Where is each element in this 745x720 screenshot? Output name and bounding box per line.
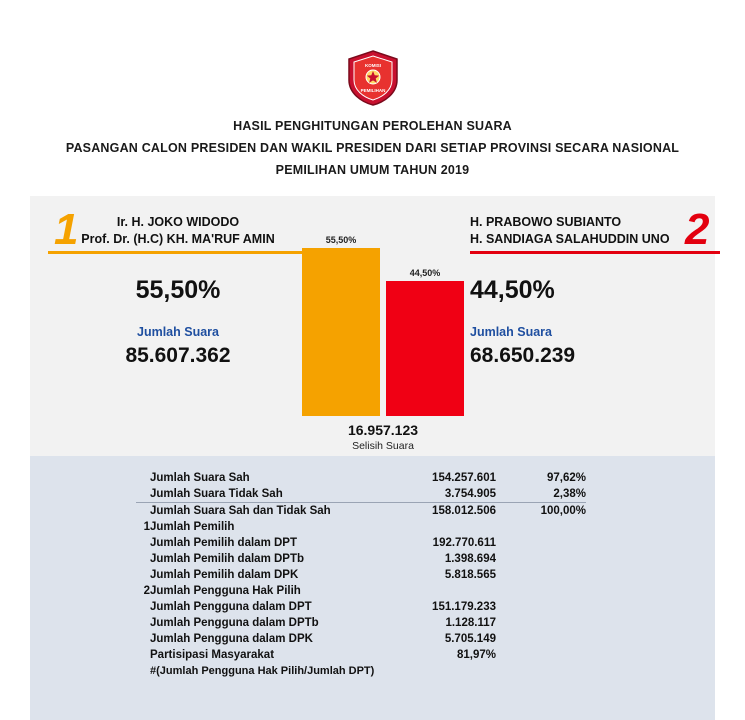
row-index: 2 — [143, 585, 150, 597]
candidate-1-names — [48, 214, 308, 254]
candidate-2-number: 2 — [685, 205, 710, 254]
row-percent — [496, 631, 586, 647]
row-value: 5.818.565 — [444, 569, 496, 581]
row-label: Jumlah Pemilih — [150, 521, 235, 533]
row-percent: 100,00% — [540, 505, 586, 517]
bar-candidate-1 — [302, 248, 380, 416]
row-index — [136, 631, 150, 647]
kpu-logo-icon — [347, 50, 399, 106]
row-index — [136, 647, 150, 663]
page-title — [0, 115, 745, 181]
bar-column-candidate-1 — [302, 235, 380, 416]
row-label: Jumlah Suara Sah — [150, 472, 250, 484]
row-value: 3.754.905 — [400, 486, 496, 503]
table-row — [136, 567, 586, 583]
row-value: 5.705.149 — [444, 633, 496, 645]
row-percent — [496, 535, 586, 551]
vote-difference — [288, 422, 478, 452]
table-note-row — [136, 663, 586, 679]
row-label: Jumlah Pemilih dalam DPTb — [150, 553, 305, 565]
table-row — [136, 470, 586, 486]
row-percent — [496, 567, 586, 583]
row-index: 1 — [143, 521, 150, 533]
row-value — [400, 519, 496, 535]
candidate-1-votes-label: Jumlah Suara — [137, 325, 219, 339]
row-index — [136, 470, 150, 486]
row-percent — [496, 599, 586, 615]
statistics-panel — [30, 456, 715, 720]
candidate-1-number: 1 — [54, 205, 79, 254]
row-value: 1.398.694 — [444, 553, 496, 565]
candidate-2-names — [470, 214, 720, 254]
candidate-2-name-line1: H. PRABOWO SUBIANTO — [470, 215, 622, 229]
bar-column-candidate-2 — [386, 268, 464, 416]
candidate-1-percent: 55,50% — [135, 276, 221, 304]
title-line-2: PASANGAN CALON PRESIDEN DAN WAKIL PRESIDEN DARI SETIAP PROVINSI SECARA NASIONAL — [65, 141, 680, 155]
row-percent — [496, 551, 586, 567]
table-row — [136, 551, 586, 567]
page-header — [0, 0, 745, 192]
row-percent — [496, 615, 586, 631]
title-line-3: PEMILIHAN UMUM TAHUN 2019 — [275, 163, 470, 177]
title-line-1: HASIL PENGHITUNGAN PEROLEHAN SUARA — [233, 119, 512, 133]
table-row — [136, 583, 586, 599]
table-row — [136, 535, 586, 551]
candidate-1-block — [48, 214, 308, 368]
candidate-1-votes: 85.607.362 — [125, 344, 231, 367]
row-label: Jumlah Suara Sah dan Tidak Sah — [150, 505, 331, 517]
table-row — [136, 599, 586, 615]
candidate-1-name-line2: Prof. Dr. (H.C) KH. MA'RUF AMIN — [81, 232, 275, 246]
row-value: 81,97% — [456, 649, 496, 661]
row-value: 192.770.611 — [432, 537, 496, 549]
row-index — [136, 535, 150, 551]
table-row — [136, 486, 586, 503]
candidate-2-votes-label: Jumlah Suara — [470, 325, 552, 339]
candidate-2-percent: 44,50% — [470, 276, 555, 304]
svg-text:KOMISI: KOMISI — [364, 63, 381, 68]
table-row — [136, 503, 586, 520]
row-percent — [496, 647, 586, 663]
row-index — [136, 551, 150, 567]
row-value: 151.179.233 — [432, 601, 496, 613]
candidate-2-votes: 68.650.239 — [470, 344, 576, 367]
bar-label-candidate-2: 44,50% — [409, 268, 441, 278]
vote-difference-value: 16.957.123 — [347, 422, 419, 438]
svg-text:PEMILIHAN: PEMILIHAN — [360, 88, 385, 93]
table-row — [136, 647, 586, 663]
row-index — [136, 599, 150, 615]
row-percent: 97,62% — [546, 472, 586, 484]
bar-candidate-2 — [386, 281, 464, 416]
results-panel — [30, 196, 715, 456]
row-label: Partisipasi Masyarakat — [150, 649, 275, 661]
row-index — [136, 486, 150, 503]
row-index — [136, 503, 150, 520]
candidate-2-name-line2: H. SANDIAGA SALAHUDDIN UNO — [470, 232, 670, 246]
row-label: Jumlah Suara Tidak Sah — [150, 486, 400, 503]
row-label: Jumlah Pengguna dalam DPTb — [150, 617, 319, 629]
row-label: Jumlah Pengguna dalam DPT — [150, 601, 312, 613]
statistics-note: #(Jumlah Pengguna Hak Pilih/Jumlah DPT) — [150, 665, 375, 677]
row-index — [136, 567, 150, 583]
candidate-1-name-line1: Ir. H. JOKO WIDODO — [116, 215, 240, 229]
row-value: 154.257.601 — [432, 472, 496, 484]
table-row — [136, 631, 586, 647]
row-percent — [496, 583, 586, 599]
row-label: Jumlah Pengguna Hak Pilih — [150, 585, 301, 597]
vote-difference-label: Selisih Suara — [352, 440, 414, 452]
row-label: Jumlah Pemilih dalam DPK — [150, 569, 299, 581]
row-percent: 2,38% — [496, 486, 586, 503]
row-index — [136, 615, 150, 631]
row-value — [400, 583, 496, 599]
row-label: Jumlah Pemilih dalam DPT — [150, 537, 297, 549]
bar-label-candidate-1: 55,50% — [325, 235, 357, 245]
row-value: 1.128.117 — [445, 617, 496, 629]
candidate-2-block — [470, 214, 720, 368]
statistics-table — [136, 470, 586, 679]
vote-bar-chart — [288, 216, 478, 416]
row-value: 158.012.506 — [432, 505, 496, 517]
row-percent — [496, 519, 586, 535]
table-row — [136, 519, 586, 535]
table-row — [136, 615, 586, 631]
row-label: Jumlah Pengguna dalam DPK — [150, 633, 313, 645]
